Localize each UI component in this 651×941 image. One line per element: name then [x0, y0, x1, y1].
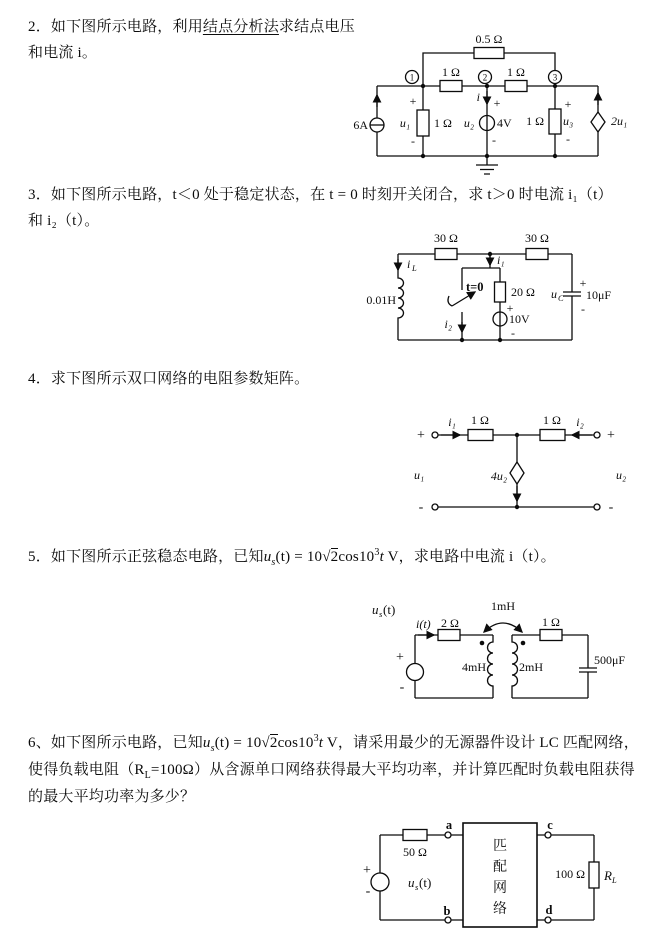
v10-minus: -: [511, 326, 515, 340]
inductor-2mh-label: 2mH: [519, 660, 543, 674]
circuit-1-diagram: [340, 32, 640, 184]
src-minus: -: [365, 884, 371, 899]
wires: [415, 635, 588, 698]
circuit-5-diagram: [358, 812, 643, 937]
p6-line2b: =100Ω）从含源单口网络获得最大平均功率，并计算匹配时负载电阻获得: [150, 762, 635, 778]
resistor-1ohm-right-label: 1 Ω: [543, 413, 561, 427]
voltage-source-10v: [493, 301, 530, 340]
source-us: [372, 602, 424, 695]
i-current-arrow: [416, 617, 434, 635]
src-plus: +: [396, 650, 404, 665]
cap-plus: +: [579, 276, 587, 290]
capacitor-10uf: [551, 276, 611, 316]
port1-minus: -: [418, 500, 424, 515]
circuit-2-diagram: [355, 230, 645, 355]
p2-underlined-method: 结点分析法: [202, 19, 279, 35]
capacitor-10uf-label: 10μF: [586, 288, 612, 302]
resistor-u3-branch: [526, 97, 573, 146]
u2-label: u₂: [616, 468, 627, 482]
voltage-source-10v-label: 10V: [509, 312, 530, 326]
src-plus: +: [363, 863, 371, 878]
dependent-source-4u2-label: 4u₂: [490, 469, 507, 483]
u2-minus: -: [492, 133, 496, 147]
il-current-label: i: [407, 257, 411, 271]
resistor-05ohm: [474, 32, 504, 59]
dependent-source-2u1-label: 2u₁: [611, 114, 628, 128]
current-source-6a: [353, 95, 384, 132]
u2-plus: +: [493, 96, 501, 110]
p3-line2: 和 i₂（t）。: [28, 213, 100, 229]
switch-t0-label: t=0: [466, 280, 484, 294]
p5-post: ，求电路中电流 i（t）。: [398, 549, 556, 565]
load-resistor-value: 100 Ω: [555, 867, 585, 881]
network-char-3: 网: [493, 881, 507, 896]
network-char-1: 匹: [493, 839, 507, 854]
resistor-1ohm-12: [440, 65, 462, 92]
resistor-50ohm-label: 50 Ω: [403, 845, 427, 859]
resistor-05ohm-label: 0.5 Ω: [475, 32, 503, 46]
current-i-label: i: [476, 90, 480, 104]
voltage-source-4v: [464, 90, 512, 147]
terminal-d-label: d: [545, 903, 553, 917]
i1-label: i₁: [448, 415, 456, 429]
load-resistor-name-sub: L: [612, 875, 617, 885]
resistor-2ohm-label: 2 Ω: [441, 616, 459, 630]
p2-line2: 和电流 i。: [28, 45, 98, 61]
v10-plus: +: [506, 301, 514, 315]
node3-label: 3: [552, 72, 558, 83]
resistor-1ohm-23: [505, 65, 527, 92]
inductor-4mh-label: 4mH: [462, 660, 486, 674]
i1-current-arrow: [441, 415, 460, 435]
circuit-4-diagram: [350, 598, 635, 716]
resistor-1ohm-label: 1 Ω: [542, 615, 560, 629]
wires: [398, 252, 572, 342]
p3-line1: 3．如下图所示电路，t＜0 处于稳定状态，在 t = 0 时刻开关闭合，求 t＞0 时电流 i₁（t）: [28, 187, 613, 203]
network-char-2: 配: [493, 860, 507, 875]
u3-plus: +: [564, 97, 572, 111]
resistor-1ohm-23-label: 1 Ω: [507, 65, 525, 79]
circuit-3-diagram: [408, 408, 651, 520]
i2-current-label: i₂: [444, 317, 452, 331]
port2-plus: +: [607, 428, 615, 443]
resistor-1ohm-12-label: 1 Ω: [442, 65, 460, 79]
resistor-30ohm-left: [434, 231, 458, 260]
resistor-1ohm-left-label: 1 Ω: [471, 413, 489, 427]
inductor-001h-label: 0.01H: [366, 293, 396, 307]
p6-math: $u_s(t) = 10√2\cos 10^3t$ V: [202, 733, 338, 754]
p6-pre: 6、如下图所示电路，已知: [28, 735, 203, 751]
i1-current-arrow: [490, 253, 505, 267]
resistor-50ohm: [403, 830, 427, 860]
node2-label: 2: [482, 72, 488, 83]
us-title: u: [372, 602, 379, 617]
uc-sub: C: [558, 293, 564, 303]
switch-t0: [444, 280, 483, 332]
resistor-30ohm-right-label: 30 Ω: [525, 231, 549, 245]
resistor-2ohm: [438, 616, 460, 641]
resistor-20ohm-label: 20 Ω: [511, 285, 535, 299]
problem-3-text: [28, 182, 633, 234]
network-char-4: 络: [493, 902, 507, 917]
u3-minus: -: [566, 132, 570, 146]
resistor-u1-branch: [400, 94, 452, 148]
resistor-u3-value: 1 Ω: [526, 114, 544, 128]
us-label: u: [408, 875, 415, 890]
i1-current-label: i₁: [497, 253, 505, 267]
terminal-b-label: b: [443, 904, 451, 918]
capacitor-500uf-label: 500μF: [594, 653, 626, 667]
transformer: [462, 599, 543, 674]
us-label-t: (t): [419, 875, 432, 890]
port2-labels: [607, 428, 626, 515]
p6-post: ，请采用最少的无源器件设计 LC 匹配网络，: [337, 735, 639, 751]
problem-4-text: [28, 366, 628, 392]
resistor-30ohm-left-label: 30 Ω: [434, 231, 458, 245]
source-us: [363, 863, 431, 899]
dependent-source-2u1: [591, 93, 627, 132]
dependent-source-4u2: [491, 462, 524, 501]
us-title-t: (t): [383, 602, 396, 617]
node-markers: [406, 71, 562, 84]
resistor-20ohm: [495, 282, 536, 302]
resistor-u1-value: 1 Ω: [434, 116, 452, 130]
capacitor-500uf: [579, 653, 625, 672]
resistor-1ohm: [540, 615, 562, 641]
u2-label: u₂: [463, 116, 474, 130]
voltage-source-4v-label: 4V: [497, 116, 512, 130]
p5-math: $u_s(t) = 10√2\cos 10^3t$ V: [263, 547, 399, 568]
resistor-30ohm-right: [525, 231, 549, 260]
i2-label: i₂: [576, 415, 584, 429]
p2-line1-post: 求结点电压: [278, 19, 355, 35]
ground-symbol: [476, 156, 498, 174]
terminal-a-label: a: [445, 818, 453, 832]
cap-minus: -: [581, 302, 585, 316]
mutual-1mh-label: 1mH: [491, 599, 515, 613]
terminal-c-label: c: [547, 818, 553, 832]
p6-line2-sub: L: [144, 770, 151, 781]
i2-current-arrow: [572, 415, 592, 435]
il-current-sub: L: [412, 263, 417, 273]
src-minus: -: [399, 680, 405, 695]
u1-label: u₁: [399, 116, 410, 130]
problem-5-text: [28, 544, 648, 570]
p4-line1: 4．求下图所示双口网络的电阻参数矩阵。: [28, 371, 310, 387]
p6-line3: 的最大平均功率为多少？: [28, 789, 196, 805]
port2-minus: -: [608, 500, 614, 515]
u3-label: u₃: [563, 114, 574, 128]
resistor-1ohm-right: [540, 413, 565, 441]
us-label-sub: s: [415, 882, 419, 892]
u1-minus: -: [411, 134, 415, 148]
problem-6-text: [28, 730, 640, 811]
us-title-sub: s: [379, 609, 383, 619]
uc-label: u: [551, 287, 557, 301]
inductor-001h: [366, 257, 417, 307]
port1-plus: +: [417, 428, 425, 443]
p2-line1-pre: 2．如下图所示电路，利用: [28, 19, 203, 35]
i-current-label: i(t): [416, 617, 431, 631]
p5-pre: 5．如下图所示正弦稳态电路，已知: [28, 549, 264, 565]
current-source-6a-label: 6A: [353, 118, 368, 132]
load-resistor-name: R: [604, 868, 612, 883]
u1-label: u₁: [414, 468, 425, 482]
load-resistor: [555, 862, 617, 888]
node1-label: 1: [409, 72, 415, 83]
port1-labels: [414, 428, 425, 515]
resistor-1ohm-left: [468, 413, 493, 441]
u1-plus: +: [409, 94, 417, 108]
p6-line2a: 使得负载电阻（R: [28, 762, 145, 778]
matching-network-box: [463, 823, 537, 927]
